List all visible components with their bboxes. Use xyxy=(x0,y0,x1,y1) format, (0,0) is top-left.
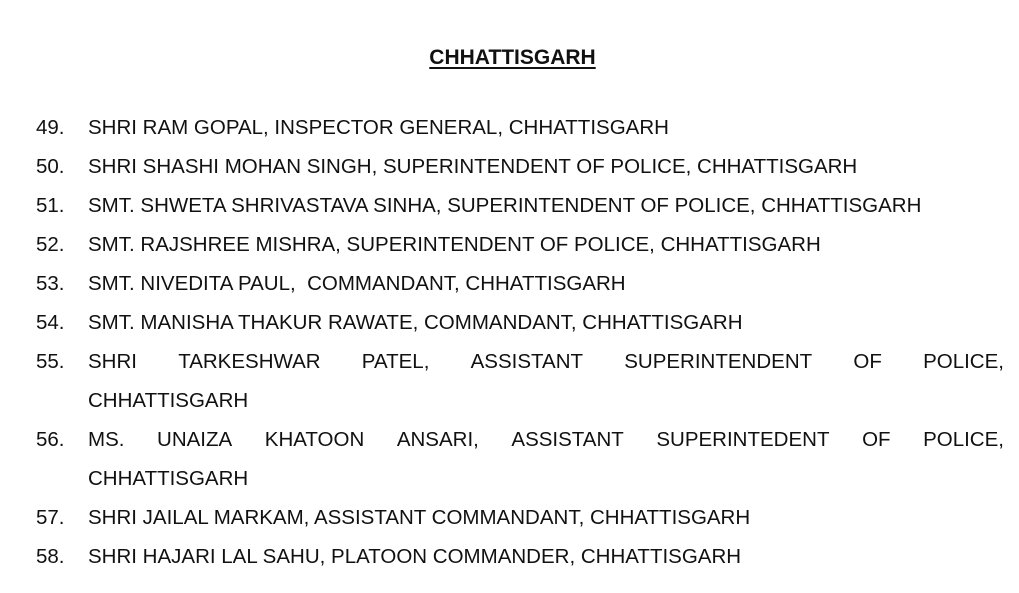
section-heading: CHHATTISGARH xyxy=(429,46,596,69)
item-word: TARKESHWAR xyxy=(178,350,321,373)
item-text: SMT. MANISHA THAKUR RAWATE, COMMANDANT, CHHATTISGARH xyxy=(88,311,743,334)
item-word: ASSISTANT xyxy=(511,428,624,451)
item-text: SHRI HAJARI LAL SAHU, PLATOON COMMANDER, CHHATTISGARH xyxy=(88,545,742,568)
item-number: 49. xyxy=(36,116,65,139)
item-number: 58. xyxy=(36,545,65,568)
item-number: 53. xyxy=(36,272,65,295)
item-number: 52. xyxy=(36,233,65,256)
item-text: SHRI SHASHI MOHAN SINGH, SUPERINTENDENT OF POLICE, CHHATTISGARH xyxy=(88,155,858,178)
item-text: SMT. SHWETA SHRIVASTAVA SINHA, SUPERINTENDENT OF POLICE, CHHATTISGARH xyxy=(88,194,922,217)
item-word: UNAIZA xyxy=(157,428,233,451)
item-word: KHATOON xyxy=(264,428,365,451)
item-number: 56. xyxy=(36,428,65,451)
item-text: SHRI RAM GOPAL, INSPECTOR GENERAL, CHHATTISGARH xyxy=(88,116,669,139)
item-word: SUPERINTEDENT xyxy=(656,428,830,451)
item-word: OF xyxy=(853,350,882,373)
item-number: 50. xyxy=(36,155,65,178)
item-word: ANSARI, xyxy=(396,428,479,451)
item-text-justified-line xyxy=(88,342,1004,381)
item-text-justified-line xyxy=(88,420,1004,459)
list-item xyxy=(0,264,1019,303)
item-number: 51. xyxy=(36,194,65,217)
item-word: MS. xyxy=(88,428,125,451)
item-number: 54. xyxy=(36,311,65,334)
item-word: OF xyxy=(862,428,891,451)
list-item xyxy=(0,342,1019,420)
list-item xyxy=(0,498,1019,537)
list-item xyxy=(0,537,1019,576)
item-text: SMT. RAJSHREE MISHRA, SUPERINTENDENT OF POLICE, CHHATTISGARH xyxy=(88,233,821,256)
list-item xyxy=(0,147,1019,186)
item-word: PATEL, xyxy=(361,350,430,373)
item-word: ASSISTANT xyxy=(470,350,584,373)
item-text: SHRI JAILAL MARKAM, ASSISTANT COMMANDANT, CHHATTISGARH xyxy=(88,506,751,529)
item-word: SHRI xyxy=(88,350,137,373)
list-item xyxy=(0,108,1019,147)
awardee-list xyxy=(0,108,1019,576)
item-word: SUPERINTENDENT xyxy=(624,350,813,373)
list-item xyxy=(0,225,1019,264)
list-item xyxy=(0,186,1019,225)
list-item xyxy=(0,303,1019,342)
item-word: POLICE, xyxy=(923,428,1004,451)
item-text-continuation: CHHATTISGARH xyxy=(88,389,249,412)
item-number: 55. xyxy=(36,350,65,373)
item-text-continuation: CHHATTISGARH xyxy=(88,467,249,490)
list-item xyxy=(0,420,1019,498)
item-number: 57. xyxy=(36,506,65,529)
item-word: POLICE, xyxy=(923,350,1004,373)
item-text: SMT. NIVEDITA PAUL, COMMANDANT, CHHATTISGARH xyxy=(88,272,626,295)
